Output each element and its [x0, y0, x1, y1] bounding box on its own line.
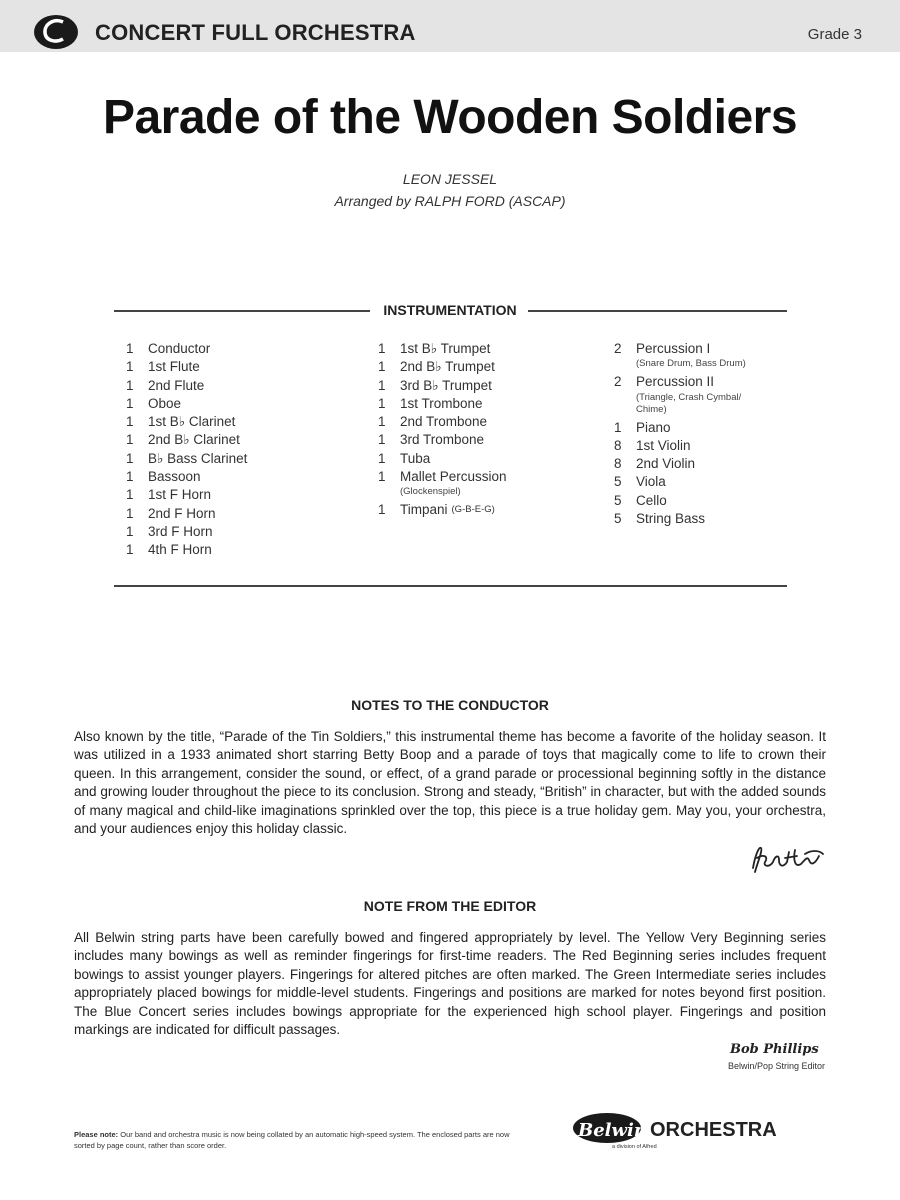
instrument-quantity: 1 [126, 505, 134, 521]
instrument-row [126, 468, 247, 486]
instrument-row [126, 486, 247, 504]
brand-name: Belwin [578, 1120, 647, 1141]
instrument-quantity: 1 [378, 341, 386, 356]
instrument-name: 3rd Trombone [400, 432, 485, 448]
instrument-quantity: 1 [126, 432, 134, 448]
instrument-row [614, 473, 756, 491]
instrument-quantity: 1 [126, 523, 134, 539]
instrument-row [126, 431, 247, 449]
instrument-name: 1st Violin [636, 437, 691, 453]
instrument-quantity: 8 [614, 437, 622, 453]
instrument-row [614, 340, 756, 358]
instrument-name: 2nd B♭ Trumpet [400, 359, 495, 375]
instrument-row [378, 501, 507, 519]
header-bar [0, 0, 900, 52]
instrument-quantity: 1 [126, 487, 134, 503]
arranger-signature [745, 838, 827, 880]
instrument-quantity: 1 [126, 341, 134, 356]
instrument-row [378, 395, 507, 413]
instrument-quantity: 1 [126, 395, 134, 411]
editor-title: Belwin/Pop String Editor [727, 1061, 825, 1071]
series-name: CONCERT FULL ORCHESTRA [95, 20, 416, 45]
instrument-name: Mallet Percussion [400, 469, 507, 485]
instrument-name: 2nd F Horn [148, 505, 216, 521]
instrument-row [378, 413, 507, 431]
instrument-quantity: 1 [378, 414, 386, 430]
instrument-row [614, 373, 756, 391]
instrument-quantity: 1 [126, 377, 134, 393]
instrument-name: Tuba [400, 450, 431, 466]
instrument-row [378, 431, 507, 449]
instrumentation-heading: INSTRUMENTATION [0, 302, 900, 318]
instrument-name: Cello [636, 492, 667, 508]
instrument-quantity: 1 [126, 542, 134, 558]
instrument-detail: (Triangle, Crash Cymbal/ Chime) [636, 391, 742, 415]
instrument-quantity: 1 [378, 502, 386, 518]
instrument-column-3 [614, 340, 756, 528]
instrument-name: 2nd Flute [148, 377, 205, 393]
page-title: Parade of the Wooden Soldiers [102, 91, 798, 144]
instrument-name: Timpani [400, 502, 448, 518]
divider [114, 585, 787, 587]
instrument-name: Viola [636, 474, 666, 490]
instrument-row [378, 358, 507, 376]
instrument-name: 2nd Violin [636, 456, 696, 472]
brand-division: a division of Alfred [612, 1144, 657, 1150]
instrument-column-1 [126, 340, 247, 560]
instrument-name: 2nd Trombone [400, 414, 488, 430]
instrument-name: Oboe [148, 395, 182, 411]
instrument-quantity: 2 [614, 341, 622, 356]
instrument-detail: (Glockenspiel) [400, 486, 461, 498]
instrument-quantity: 1 [378, 469, 386, 485]
instrument-quantity: 1 [126, 359, 134, 375]
instrument-quantity: 1 [126, 469, 134, 485]
instrument-name: B♭ Bass Clarinet [148, 450, 248, 466]
instrument-quantity: 5 [614, 474, 622, 490]
instrument-row [614, 437, 756, 455]
instrument-quantity: 1 [378, 395, 386, 411]
instrument-quantity: 5 [614, 492, 622, 508]
instrument-quantity: 1 [126, 414, 134, 430]
instrument-row [378, 377, 507, 395]
instrument-quantity: 8 [614, 456, 622, 472]
instrument-name: 3rd B♭ Trumpet [400, 377, 492, 393]
note-editor-text: All Belwin string parts have been carefully bowed and fingered appropriately by level. The Yellow Very Beginning series includes many bowings as well as reminder fingerings for first-time readers. The Red Beginning series includes frequent bowings to assist younger players. Fingerings for altered pitches are often marked. The Green Intermediate series includes appropriately placed bowings for middle-level students. Fingerings and positions are marked for notes beyond first position. The Blue Concert series includes bowings appropriate for the experienced high school player. Fingerings and position markings are indicated for difficult passages. [74, 930, 826, 1038]
instrument-row [126, 377, 247, 395]
instrument-quantity: 1 [378, 432, 386, 448]
instrument-row [614, 419, 756, 437]
instrument-name: String Bass [636, 511, 706, 527]
instrument-row [126, 413, 247, 431]
instrument-quantity: 5 [614, 511, 622, 527]
note-editor-heading: NOTE FROM THE EDITOR [363, 898, 537, 914]
arranger: Arranged by RALPH FORD (ASCAP) [334, 193, 566, 209]
instrument-quantity: 1 [378, 359, 386, 375]
collation-note: Please note: Our band and orchestra music is now being collated by an automatic high-speed system. The enclosed parts are now sorted by page count, rather than score order. [74, 1130, 510, 1150]
instrument-name: Percussion II [636, 374, 715, 390]
instrument-row [126, 395, 247, 413]
instrument-row [126, 358, 247, 376]
instrument-name: 1st Trombone [400, 395, 483, 411]
instrument-row [126, 523, 247, 541]
instrument-row [378, 468, 507, 486]
instrument-name: 3rd F Horn [148, 523, 213, 539]
instrument-row [126, 340, 247, 358]
instrument-name: Conductor [148, 341, 211, 356]
notes-conductor-text: Also known by the title, “Parade of the Tin Soldiers,” this instrumental theme has become a favorite of the holiday season. It was utilized in a 1933 animated short starring Betty Boop and a parade of toys that magically come to life to crown their queen. In this arrangement, consider the sound, or effect, of a grand parade or processional beginning softly in the distance and growing louder throughout the piece to its conclusion. Strong and steady, “British” in character, but with the added sounds of many magical and child-like imaginations sprinkled over the top, this piece is a true holiday gem. May you, your orchestra, and your audiences enjoy this holiday classic. [74, 729, 826, 837]
instrument-name: 1st F Horn [148, 487, 212, 503]
instrument-quantity: 1 [378, 377, 386, 393]
instrument-row [126, 505, 247, 523]
composer: LEON JESSEL [402, 171, 498, 187]
brand-suffix: ORCHESTRA [650, 1119, 777, 1141]
instrument-detail: (Snare Drum, Bass Drum) [636, 358, 746, 370]
instrument-quantity: 1 [378, 450, 386, 466]
notes-conductor-heading: NOTES TO THE CONDUCTOR [351, 697, 549, 713]
instrument-quantity: 1 [126, 450, 134, 466]
instrument-name: 4th F Horn [148, 542, 212, 558]
instrument-name: Bassoon [148, 469, 201, 485]
instrument-row [378, 450, 507, 468]
instrument-quantity: 1 [614, 419, 622, 435]
instrument-name: Piano [636, 419, 671, 435]
instrument-name: Percussion I [636, 341, 711, 356]
editor-signature: Bob Phillips [730, 1042, 819, 1057]
instrument-row [614, 510, 756, 528]
instrument-row [614, 492, 756, 510]
belwin-c-logo-icon [32, 12, 80, 52]
instrument-quantity: 2 [614, 374, 622, 390]
instrument-name: 1st Flute [148, 359, 200, 375]
instrument-column-2 [378, 340, 507, 520]
grade-label: Grade 3 [807, 26, 862, 43]
instrument-row [126, 541, 247, 559]
instrument-row [378, 340, 507, 358]
instrument-pitches: (G-B-E-G) [451, 504, 495, 516]
instrument-name: 2nd B♭ Clarinet [148, 432, 240, 448]
instrument-name: 1st B♭ Trumpet [400, 341, 491, 356]
instrument-name: 1st B♭ Clarinet [148, 414, 236, 430]
instrument-row [614, 455, 756, 473]
instrument-row [126, 450, 247, 468]
